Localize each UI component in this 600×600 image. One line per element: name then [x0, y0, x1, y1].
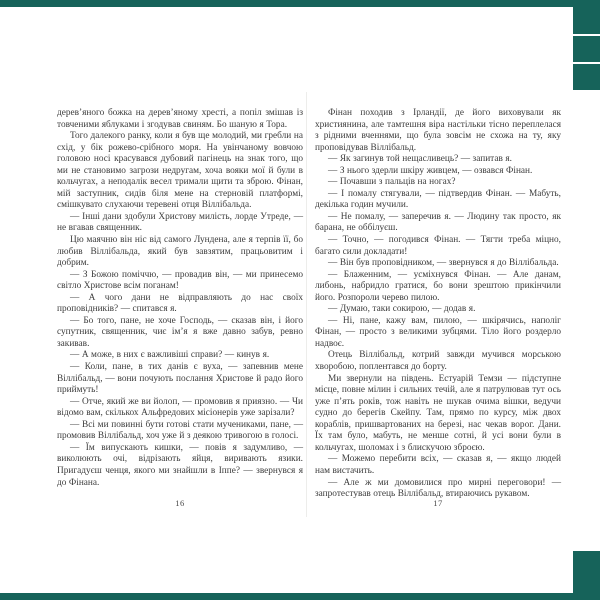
paragraph: — Бо того, пане, не хоче Господь, — сказав він, і його супутник, священник, чиє ім’я я вже давно забув, ревно закивав.: [57, 315, 303, 349]
paragraph: — Він був проповідником, — звернувся я до Віллібальда.: [328, 258, 559, 269]
paragraph: — Як загинув той нещасливець? — запитав я.: [328, 154, 512, 165]
top-chrome-bar: [0, 0, 600, 7]
paragraph: Цю маячню він ніс від самого Лундена, але я терпів її, бо любив Віллібальда, який був завзятим, працьовитим і добрим.: [57, 235, 303, 269]
paragraph: — Точно, — погодився Фінан. — Тягти треба міцно, багато сили докладати!: [315, 235, 561, 257]
paragraph: — А може, в них є важливіші справи? — кинув я.: [70, 350, 270, 361]
paragraph: — Їм випускають кишки, — повів я задумливо, — виколюють очі, відрізають яйця, виривають язики. Пригадуєш ченця, якого ми знайшли в Іппе? — звернувся я до Фінана.: [57, 442, 303, 488]
paragraph: — З Божою поміччю, — провадив він, — ми принесемо світло Христове всім поганам!: [57, 269, 303, 292]
paragraph: — З нього здерли шкіру живцем, — озвався Фінан.: [328, 165, 533, 176]
page-gutter: [306, 92, 307, 517]
side-toolbar-button-2[interactable]: [573, 36, 600, 62]
paragraph: — А чого дани не відправляють до нас своїх проповідників? — спитався я.: [57, 292, 303, 315]
paragraph: Того далекого ранку, коли я був ще молодий, ми гребли на схід, у бік рожево-срібного моря. На увінчаному вовчою головою носі красувався дубовий пагінець на знак того, що ми не становимо загрози недругам, хоча вояки мої й були в кольчугах, а неподалік весел тримали щити та зброю. Фінан, мій заступник, сидів біля мене на стерновій платформі, смішкувато слухаючи теревені отця Віллібальда.: [57, 131, 303, 211]
page-number-right: 17: [433, 498, 443, 508]
side-toolbar-block-bottom[interactable]: [573, 551, 600, 593]
paragraph: — Отче, який же ви йолоп, — промовив я приязно. — Чи відомо вам, скількох Альфредових місіонерів уже зарізали?: [57, 396, 303, 419]
side-toolbar-button-3[interactable]: [573, 64, 600, 90]
paragraph: — Ні, пане, кажу вам, пилою, — шкірячись, наполіг Фінан, — просто з великими зубцями. Тіло його роздерло надвоє.: [315, 315, 561, 349]
paragraph: — І помалу стягували, — підтвердив Фінан. — Мабуть, декілька годин мучили.: [315, 188, 561, 211]
paragraph: — Але ж ми домовилися про мирні переговори! — запротестував отець Віллібальд, втираючись рукавом.: [315, 477, 561, 500]
page-number-left: 16: [175, 498, 185, 508]
bottom-chrome-bar: [0, 593, 600, 600]
book-page-left[interactable]: [57, 108, 303, 489]
paragraph: — Не помалу, — заперечив я. — Людину так просто, як барана, не оббілуєш.: [315, 211, 561, 234]
paragraph: Ми звернули на південь. Естуарій Темзи — підступне місце, повне мілин і сильних течій, але я патрулював тут ось уже п’ять років, тож навіть не шукав очима вішки, ведучи судно до берегів Скейпу. Там, прямо по курсу, між двох кораблів, пришвартованих на березі, нас чекав ворог. Дани. Їх там було, мабуть, не менше сотні, й усі вони були в кольчугах, шоломах і з блискучою зброєю.: [315, 373, 561, 453]
paragraph: — Інші дани здобули Христову милість, лорде Утреде, — не вгавав священник.: [57, 211, 303, 234]
side-toolbar-button-1[interactable]: [573, 7, 600, 34]
paragraph: — Блаженним, — усміхнувся Фінан. — Але данам, либонь, набридло гратися, бо вони зрештою прикінчили його. Розпороли черево пилою.: [315, 269, 561, 303]
paragraph: — Можемо перебити всіх, — сказав я, — якщо людей нам вистачить.: [315, 454, 561, 476]
paragraph: Отець Віллібальд, котрий завжди мучився морською хворобою, поплентався до борту.: [315, 350, 561, 373]
paragraph: — Думаю, таки сокирою, — додав я.: [328, 304, 476, 315]
paragraph: — Коли, пане, в тих данів є вуха, — запевнив мене Віллібальд, — вони почують послання Христове й радо його приймуть!: [57, 362, 303, 396]
paragraph: — Всі ми повинні бути готові стати мучениками, пане, — промовив Віллібальд, хоч уже й з деякою тривогою в голосі.: [57, 419, 303, 442]
paragraph: дерев’яного божка на дерев’яному хресті, а попіл змішав із товченими яблуками і згодував свиням. Бо шаную я Тора.: [57, 108, 303, 130]
paragraph: — Почавши з пальців на ногах?: [328, 177, 456, 188]
paragraph: Фінан походив з Ірландії, де його виховували як християнина, але тамтешня віра настільки тісно переплелася з рідними вченнями, що була зовсім не схожа на ту, яку проповідував Віллібальд.: [315, 108, 561, 153]
book-page-right[interactable]: [315, 108, 561, 501]
